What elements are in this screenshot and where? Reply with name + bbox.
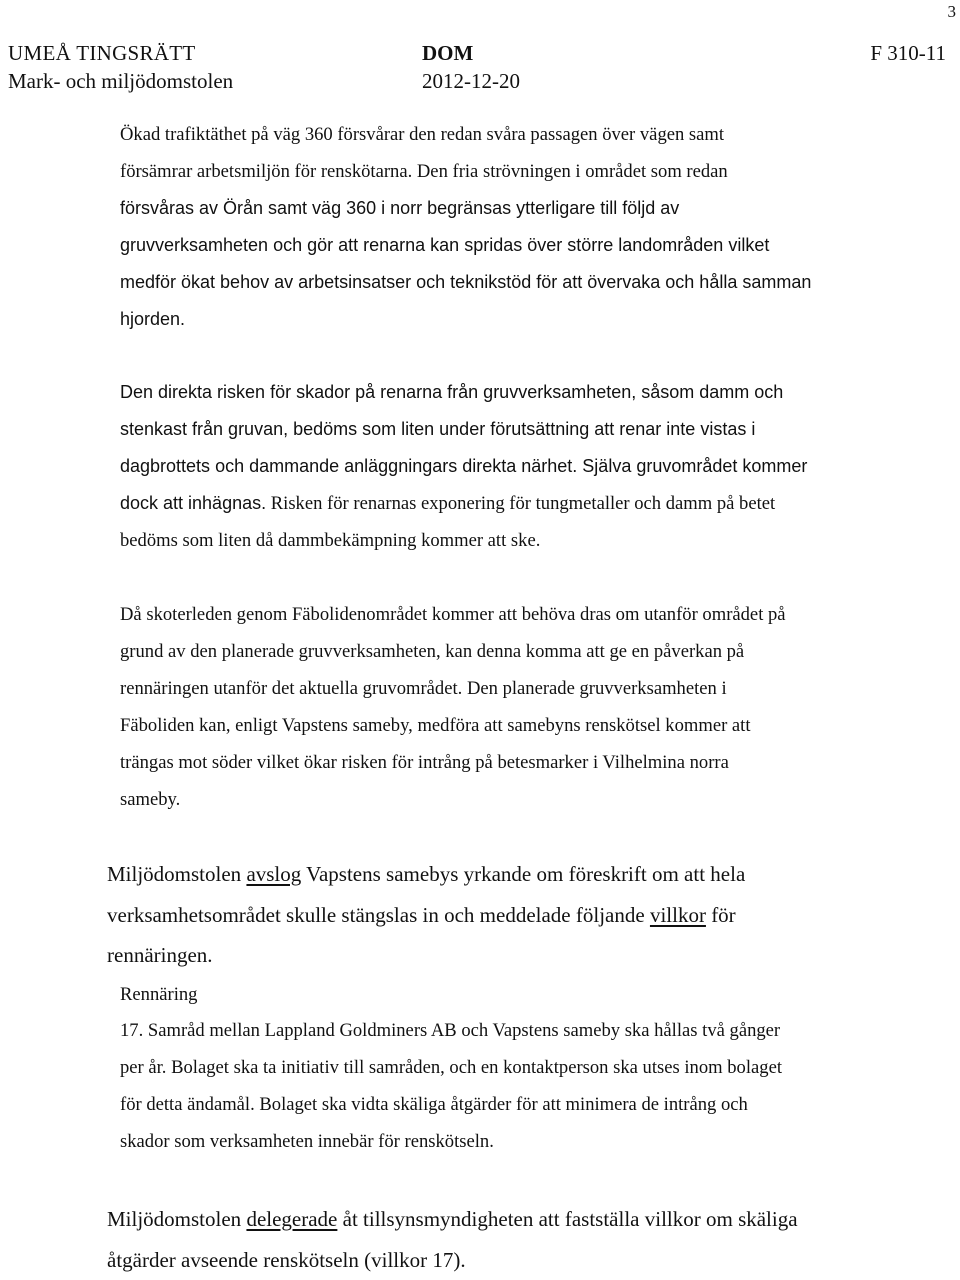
paragraph-text: försämrar arbetsmiljön för renskötarna.: [120, 161, 412, 182]
paragraph-line: medför ökat behov av arbetsinsatser och teknikstöd för att övervaka och hålla samman: [120, 264, 900, 301]
paragraph-line: Den direkta risken för skador på renarna från gruvverksamheten, såsom damm och: [120, 374, 900, 411]
paragraph-line: rennäringen utanför det aktuella gruvområdet. Den planerade gruvverksamheten i: [120, 670, 900, 707]
paragraph-line: [120, 448, 900, 485]
paragraph-text: för: [706, 903, 736, 927]
paragraph-line: Ökad trafiktäthet på väg 360 försvårar den redan svåra passagen över vägen samt: [120, 116, 900, 153]
paragraph-text: dagbrottets och dammande anläggningars direkta närhet.: [120, 456, 577, 476]
paragraph-line: bedöms som liten då dammbekämpning kommer att ske.: [120, 522, 900, 559]
document-date: 2012-12-20: [422, 68, 520, 94]
paragraph-text: Vapstens samebys yrkande om föreskrift om att hela: [301, 862, 745, 886]
paragraph-traffic: [120, 116, 900, 338]
paragraph-line: för detta ändamål. Bolaget ska vidta skäliga åtgärder för att minimera de intrång och: [120, 1086, 900, 1123]
paragraph-line: Fäboliden kan, enligt Vapstens sameby, medföra att samebyns renskötsel kommer att: [120, 707, 900, 744]
paragraph-line: skador som verksamheten innebär för renskötseln.: [120, 1123, 900, 1160]
underlined-term: avslog: [246, 862, 301, 886]
paragraph-text: Risken för renarnas exponering för tungmetaller och damm på betet: [266, 493, 775, 514]
paragraph-line: gruvverksamheten och gör att renarna kan spridas över större landområden vilket: [120, 227, 900, 264]
paragraph-line: rennäringen.: [107, 935, 907, 976]
paragraph-line: grund av den planerade gruvverksamheten, kan denna komma att ge en påverkan på: [120, 633, 900, 670]
paragraph-text: verksamhetsområdet skulle stängslas in och meddelade följande: [107, 903, 650, 927]
paragraph-line: trängas mot söder vilket ökar risken för intrång på betesmarker i Vilhelmina norra: [120, 744, 900, 781]
paragraph-text: åt tillsynsmyndigheten att fastställa villkor om skäliga: [337, 1207, 797, 1231]
paragraph-line: sameby.: [120, 781, 900, 818]
paragraph-line: [120, 485, 900, 522]
page-number: 3: [948, 2, 957, 22]
paragraph-line: [107, 1199, 907, 1240]
paragraph-line: [120, 153, 900, 190]
document-type: DOM: [422, 40, 473, 66]
paragraph-line: åtgärder avseende renskötseln (villkor 17).: [107, 1240, 907, 1280]
paragraph-text: Miljödomstolen: [107, 1207, 246, 1231]
paragraph-line: 17. Samråd mellan Lappland Goldminers AB och Vapstens sameby ska hållas två gånger: [120, 1012, 900, 1049]
paragraph-line: stenkast från gruvan, bedöms som liten under förutsättning att renar inte vistas i: [120, 411, 900, 448]
paragraph-text: Den fria strövningen i området som redan: [412, 161, 728, 182]
case-number: F 310-11: [870, 40, 946, 66]
decision-delegated: [107, 1199, 907, 1280]
paragraph-line: försvåras av Örån samt väg 360 i norr begränsas ytterligare till följd av: [120, 190, 900, 227]
paragraph-text: dock att inhägnas.: [120, 493, 266, 513]
section-heading: Rennäring: [120, 976, 900, 1013]
paragraph-text: Själva gruvområdet kommer: [577, 456, 807, 476]
decision-rejected: [107, 854, 907, 976]
paragraph-line: [107, 895, 907, 936]
paragraph-line: [107, 854, 907, 895]
condition-17: [120, 1012, 900, 1160]
paragraph-line: per år. Bolaget ska ta initiativ till samråden, och en kontaktperson ska utses inom bolaget: [120, 1049, 900, 1086]
paragraph-snowmobile: [120, 596, 900, 818]
court-name: UMEÅ TINGSRÄTT: [8, 40, 196, 66]
underlined-term: delegerade: [246, 1207, 337, 1231]
paragraph-direct-risk: [120, 374, 900, 559]
department-name: Mark- och miljödomstolen: [8, 68, 233, 94]
underlined-term: villkor: [650, 903, 706, 927]
paragraph-line: hjorden.: [120, 301, 900, 338]
paragraph-line: Då skoterleden genom Fäbolidenområdet kommer att behöva dras om utanför området på: [120, 596, 900, 633]
paragraph-text: Miljödomstolen: [107, 862, 246, 886]
